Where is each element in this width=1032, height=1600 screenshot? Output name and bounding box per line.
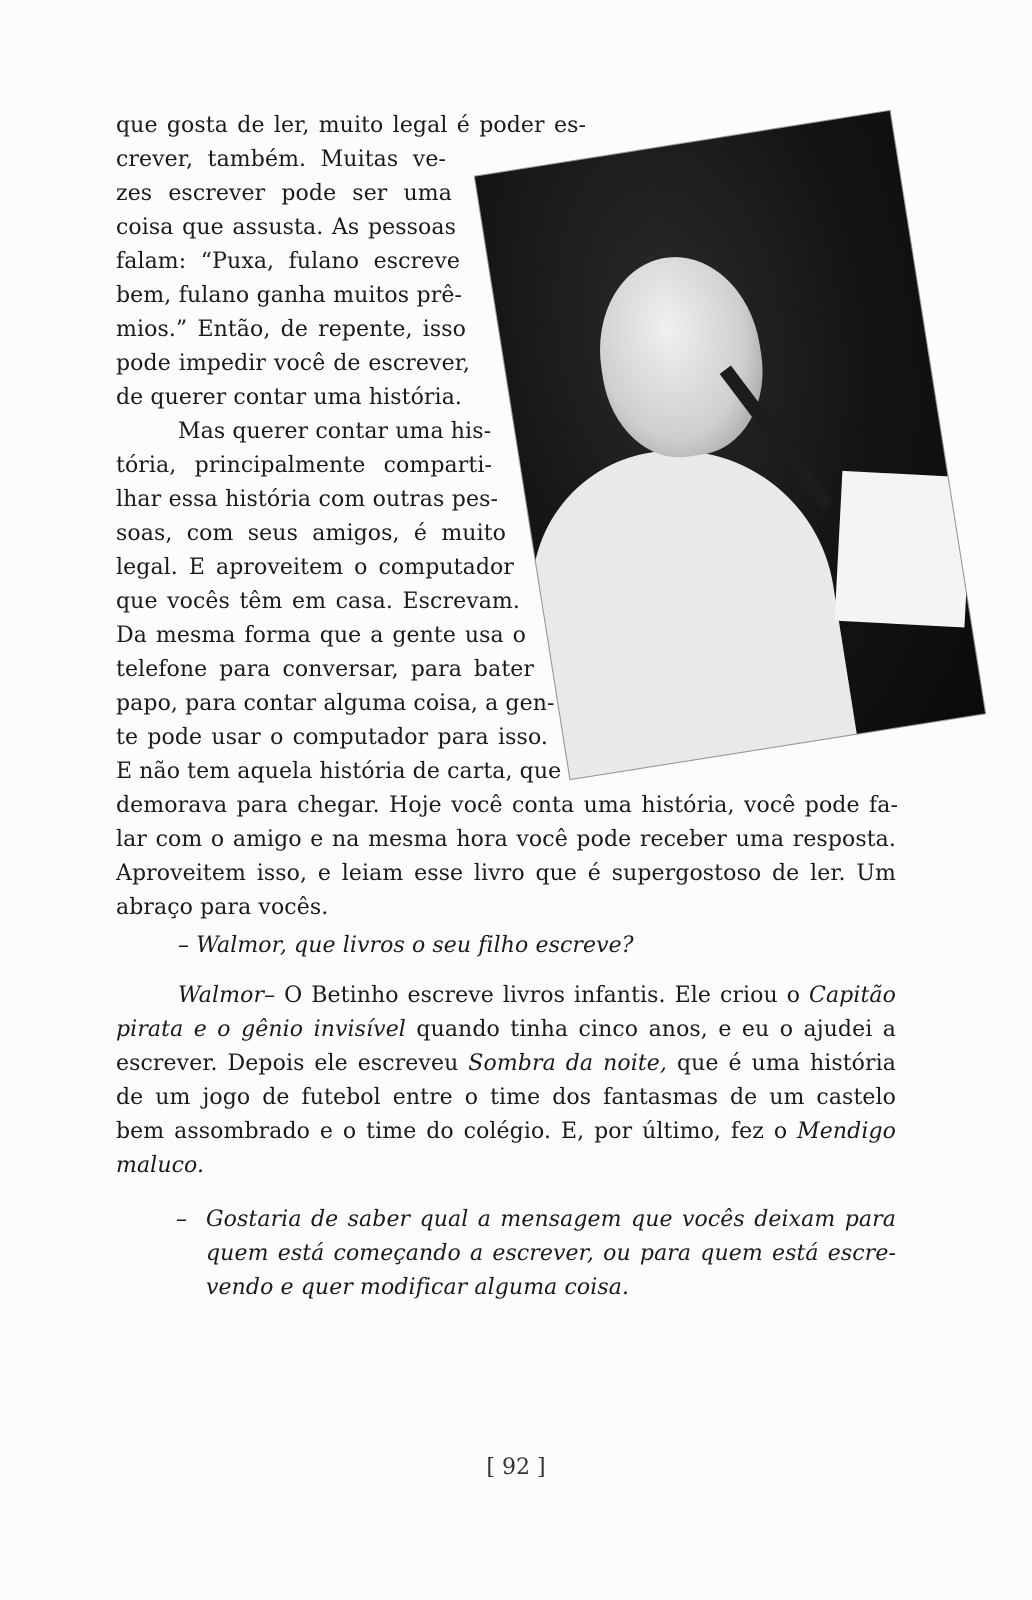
book-title: Sombra da noite, <box>468 1051 667 1076</box>
text-span: que é uma história <box>667 1051 896 1076</box>
text-line: coisa que assusta. As pessoas <box>116 215 456 240</box>
book-title: Mendigo <box>797 1119 896 1144</box>
text-line: papo, para contar alguma coisa, a gen- <box>116 691 555 716</box>
text-line <box>116 1016 896 1044</box>
text-line: falam: “Puxa, fulano escreve <box>116 249 460 274</box>
text-line: quem está começando a escrever, ou para quem está escre- <box>206 1241 896 1266</box>
text-line <box>116 1050 896 1078</box>
text-line: lar com o amigo e na mesma hora você pode receber uma resposta. <box>116 827 896 852</box>
text-line: tória, principalmente comparti- <box>116 453 492 478</box>
text-line: de um jogo de futebol entre o time dos fantasmas de um castelo <box>116 1085 896 1110</box>
text-line: crever, também. Muitas ve- <box>116 147 446 172</box>
book-title: pirata e o gênio invisível <box>116 1017 406 1042</box>
photo-head <box>586 245 775 468</box>
text-line: que vocês têm em casa. Escrevam. <box>116 589 520 614</box>
text-span: escrever. Depois ele escreveu <box>116 1051 469 1076</box>
question-1: – Walmor, que livros o seu filho escreve? <box>178 933 634 958</box>
text-line: bem, fulano ganha muitos prê- <box>116 283 462 308</box>
text-line: Mas querer contar uma his- <box>178 419 492 444</box>
text-line <box>116 1118 896 1146</box>
text-span: quando tinha cinco anos, e eu o ajudei a <box>405 1017 896 1042</box>
text-line: soas, com seus amigos, é muito <box>116 521 506 546</box>
text-line: zes escrever pode ser uma <box>116 181 452 206</box>
text-line: Da mesma forma que a gente usa o <box>116 623 526 648</box>
text-line: legal. E aproveitem o computador <box>116 555 514 580</box>
text-span: bem assombrado e o time do colégio. E, por último, fez o <box>116 1119 798 1144</box>
text-line <box>178 982 896 1010</box>
text-line: Aproveitem isso, e leiam esse livro que é supergostoso de ler. Um <box>116 861 896 886</box>
text-line: Gostaria de saber qual a mensagem que vocês deixam para <box>206 1207 896 1232</box>
text-line: lhar essa história com outras pes- <box>116 487 498 512</box>
text-line: de querer contar uma história. <box>116 385 462 410</box>
dash: – <box>176 1207 188 1232</box>
text-line: abraço para vocês. <box>116 895 329 920</box>
text-span: O Betinho escreve livros infantis. Ele criou o <box>275 983 810 1008</box>
page-number: [ 92 ] <box>486 1455 546 1480</box>
text-line: telefone para conversar, para bater <box>116 657 534 682</box>
text-line: demorava para chegar. Hoje você conta uma história, você pode fa- <box>116 793 898 818</box>
photo-paper <box>835 471 973 628</box>
text-line: que gosta de ler, muito legal é poder es- <box>116 113 586 138</box>
text-line: maluco. <box>116 1153 205 1178</box>
photo-man-with-microphone <box>475 111 985 779</box>
dash: – <box>264 983 276 1008</box>
text-line: mios.” Então, de repente, isso <box>116 317 466 342</box>
text-line: vendo e quer modificar alguma coisa. <box>206 1275 630 1300</box>
text-line: pode impedir você de escrever, <box>116 351 470 376</box>
book-title: Capitão <box>809 983 896 1008</box>
text-line: te pode usar o computador para isso. <box>116 725 548 750</box>
speaker-name: Walmor <box>178 983 265 1008</box>
text-line: E não tem aquela história de carta, que <box>116 759 562 784</box>
